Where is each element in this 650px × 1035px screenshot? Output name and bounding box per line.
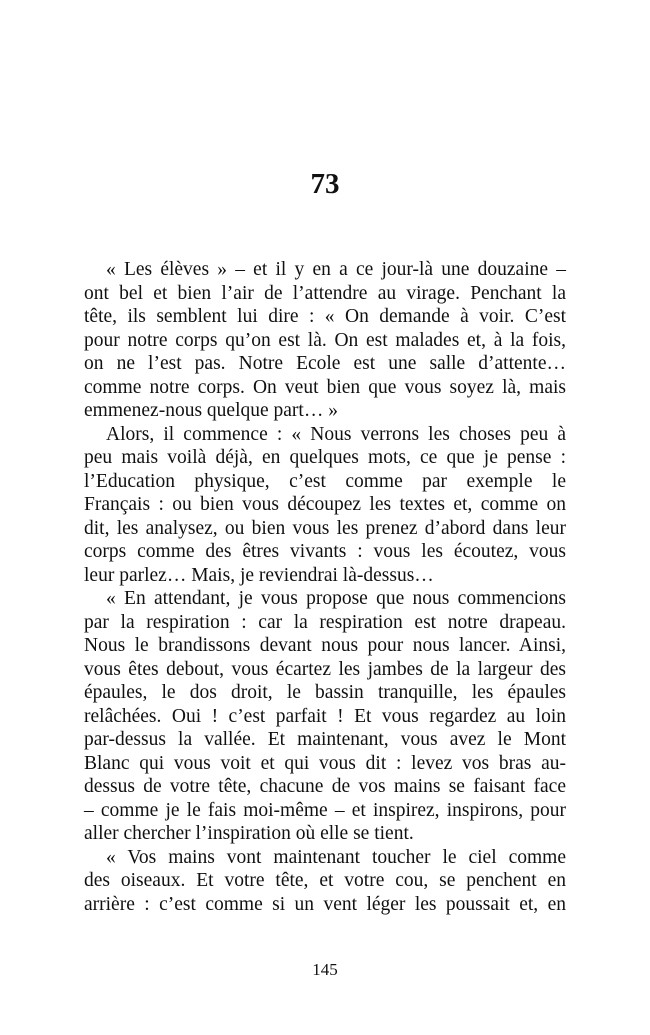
text-line: par la respiration : car la respiration est notre drapeau.: [84, 611, 566, 633]
text-line: par-dessus la vallée. Et maintenant, vous avez le Mont: [84, 729, 566, 750]
body-text: [84, 258, 566, 916]
text-line: dit, les analysez, ou bien vous les prenez d’abord dans leur: [84, 517, 566, 539]
text-line: pour notre corps qu’on est là. On est malades et, à la fois,: [84, 329, 566, 351]
text-line: corps comme des êtres vivants : vous les écoutez, vous: [84, 541, 566, 562]
text-line: « Vos mains vont maintenant toucher le ciel comme: [106, 846, 566, 868]
text-line: vous êtes debout, vous écartez les jambes de la largeur des: [84, 658, 566, 680]
page-number: 145: [312, 960, 338, 979]
text-line: ont bel et bien l’air de l’attendre au virage. Penchant la: [84, 282, 566, 304]
text-line: Français : ou bien vous découpez les textes et, comme on: [84, 494, 566, 515]
text-line: relâchées. Oui ! c’est parfait ! Et vous regardez au loin: [84, 705, 566, 727]
text-line: épaules, le dos droit, le bassin tranquille, les épaules: [84, 682, 566, 703]
text-line: emmenez-nous quelque part… »: [84, 400, 338, 421]
text-line: leur parlez… Mais, je reviendrai là-dessus…: [84, 564, 434, 586]
text-line: aller chercher l’inspiration où elle se tient.: [84, 823, 414, 844]
text-line: « Les élèves » – et il y en a ce jour-là une douzaine –: [106, 259, 566, 280]
chapter-number: 73: [310, 168, 340, 200]
text-line: des oiseaux. Et votre tête, et votre cou, se penchent en: [84, 870, 566, 891]
text-line: dessus de votre tête, chacune de vos mains se faisant face: [84, 776, 566, 797]
text-line: arrière : c’est comme si un vent léger les poussait et, en: [84, 893, 566, 915]
text-line: on ne l’est pas. Notre Ecole est une salle d’attente…: [84, 353, 566, 374]
text-line: – comme je le fais moi-même – et inspirez, inspirons, pour: [84, 799, 566, 821]
text-line: « En attendant, je vous propose que nous commencions: [106, 588, 566, 609]
text-line: Nous le brandissons devant nous pour nous lancer. Ainsi,: [84, 635, 566, 656]
text-line: peu mais voilà déjà, en quelques mots, ce que je pense :: [84, 447, 566, 468]
text-line: Alors, il commence : « Nous verrons les choses peu à: [106, 423, 566, 445]
text-line: comme notre corps. On veut bien que vous soyez là, mais: [84, 376, 566, 398]
text-line: l’Education physique, c’est comme par exemple le: [84, 470, 566, 492]
text-line: Blanc qui vous voit et qui vous dit : levez vos bras au-: [84, 752, 566, 774]
text-line: tête, ils semblent lui dire : « On demande à voir. C’est: [84, 306, 566, 327]
